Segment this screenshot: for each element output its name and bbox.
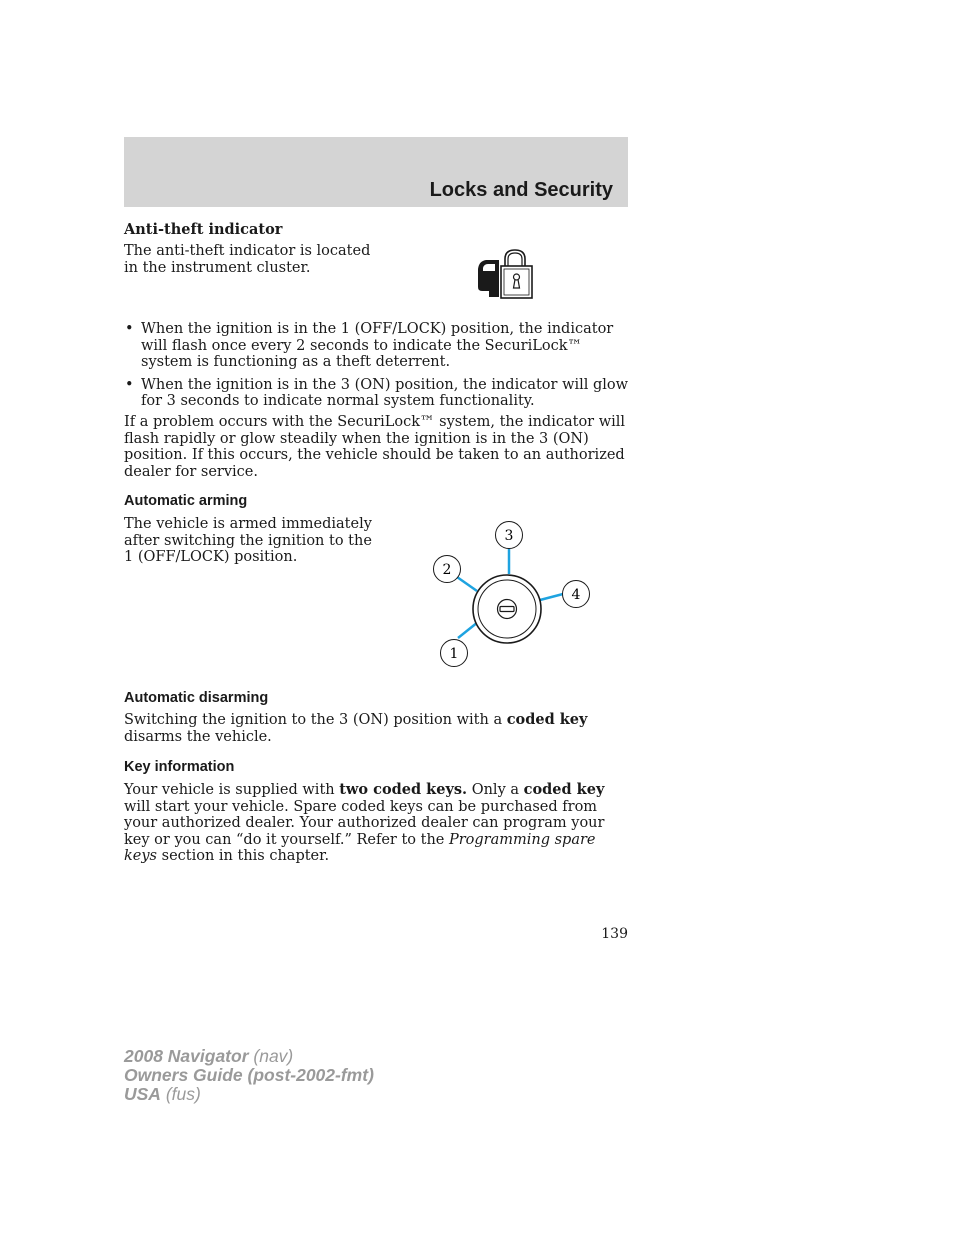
position-3-label: 3 xyxy=(504,528,514,544)
bold-term: two coded keys. xyxy=(339,781,468,798)
automatic-arming-text: The vehicle is armed immediately after switching the ignition to the 1 (OFF/LOCK) position. xyxy=(124,516,372,565)
footer-line xyxy=(124,1047,374,1066)
anti-theft-bullets xyxy=(124,321,630,416)
position-2-label: 2 xyxy=(442,562,452,578)
footer-market-code: (fus) xyxy=(160,1084,201,1104)
text-run: Switching the ignition to the 3 (ON) position with a xyxy=(124,712,507,728)
footer-guide: Owners Guide (post-2002-fmt) xyxy=(124,1065,374,1085)
section-header-band xyxy=(124,137,628,207)
bullet-text: When the ignition is in the 1 (OFF/LOCK) position, the indicator will flash once every 2 seconds to indicate the SecuriLock™ system is functioning as a theft deterrent. xyxy=(141,321,614,370)
key-information-heading: Key information xyxy=(124,759,235,775)
anti-theft-problem-text: If a problem occurs with the SecuriLock™ system, the indicator will flash rapidly or glow steadily when the ignition is in the 3 (ON) position. If this occurs, the vehicle should be taken to an authorized dealer for service. xyxy=(124,414,626,480)
automatic-disarming-heading: Automatic disarming xyxy=(124,690,269,706)
bullet-glyph: • xyxy=(125,321,134,337)
text-run: Your vehicle is supplied with xyxy=(124,782,340,798)
footer-line xyxy=(124,1066,374,1085)
bold-term: coded key xyxy=(523,781,605,798)
text-run: will start your vehicle. Spare coded keys can be purchased from your authorized dealer. Your authorized dealer can program your key or you can “do it yourself.” Refer to the xyxy=(124,798,605,848)
footer-market: USA xyxy=(124,1084,161,1104)
footer-model-code: (nav) xyxy=(248,1046,294,1066)
automatic-disarming-text xyxy=(124,712,630,745)
footer-model: 2008 Navigator xyxy=(124,1046,249,1066)
automatic-arming-heading: Automatic arming xyxy=(124,493,248,509)
list-item xyxy=(124,321,630,371)
document-footer xyxy=(124,1047,374,1104)
bold-term: coded key xyxy=(506,711,588,728)
bullet-glyph: • xyxy=(125,376,134,393)
footer-line xyxy=(124,1085,374,1104)
position-1-label: 1 xyxy=(449,646,459,662)
anti-theft-intro: The anti-theft indicator is located in the instrument cluster. xyxy=(124,243,371,276)
list-item xyxy=(124,377,630,410)
section-title: Locks and Security xyxy=(429,179,613,201)
ignition-switch-icon xyxy=(426,518,596,670)
anti-theft-heading: Anti-theft indicator xyxy=(124,221,283,238)
bullet-text: When the ignition is in the 3 (ON) position, the indicator will glow for 3 seconds to indicate normal system functionality. xyxy=(141,376,629,409)
key-information-text xyxy=(124,782,624,865)
vehicle-lock-icon xyxy=(474,247,536,301)
page-number: 139 xyxy=(601,926,628,942)
position-4-label: 4 xyxy=(571,587,581,603)
text-run: Only a xyxy=(467,782,524,798)
text-run: section in this chapter. xyxy=(157,848,330,864)
text-run: disarms the vehicle. xyxy=(124,728,272,745)
section-reference: Programming spare keys xyxy=(124,831,596,864)
